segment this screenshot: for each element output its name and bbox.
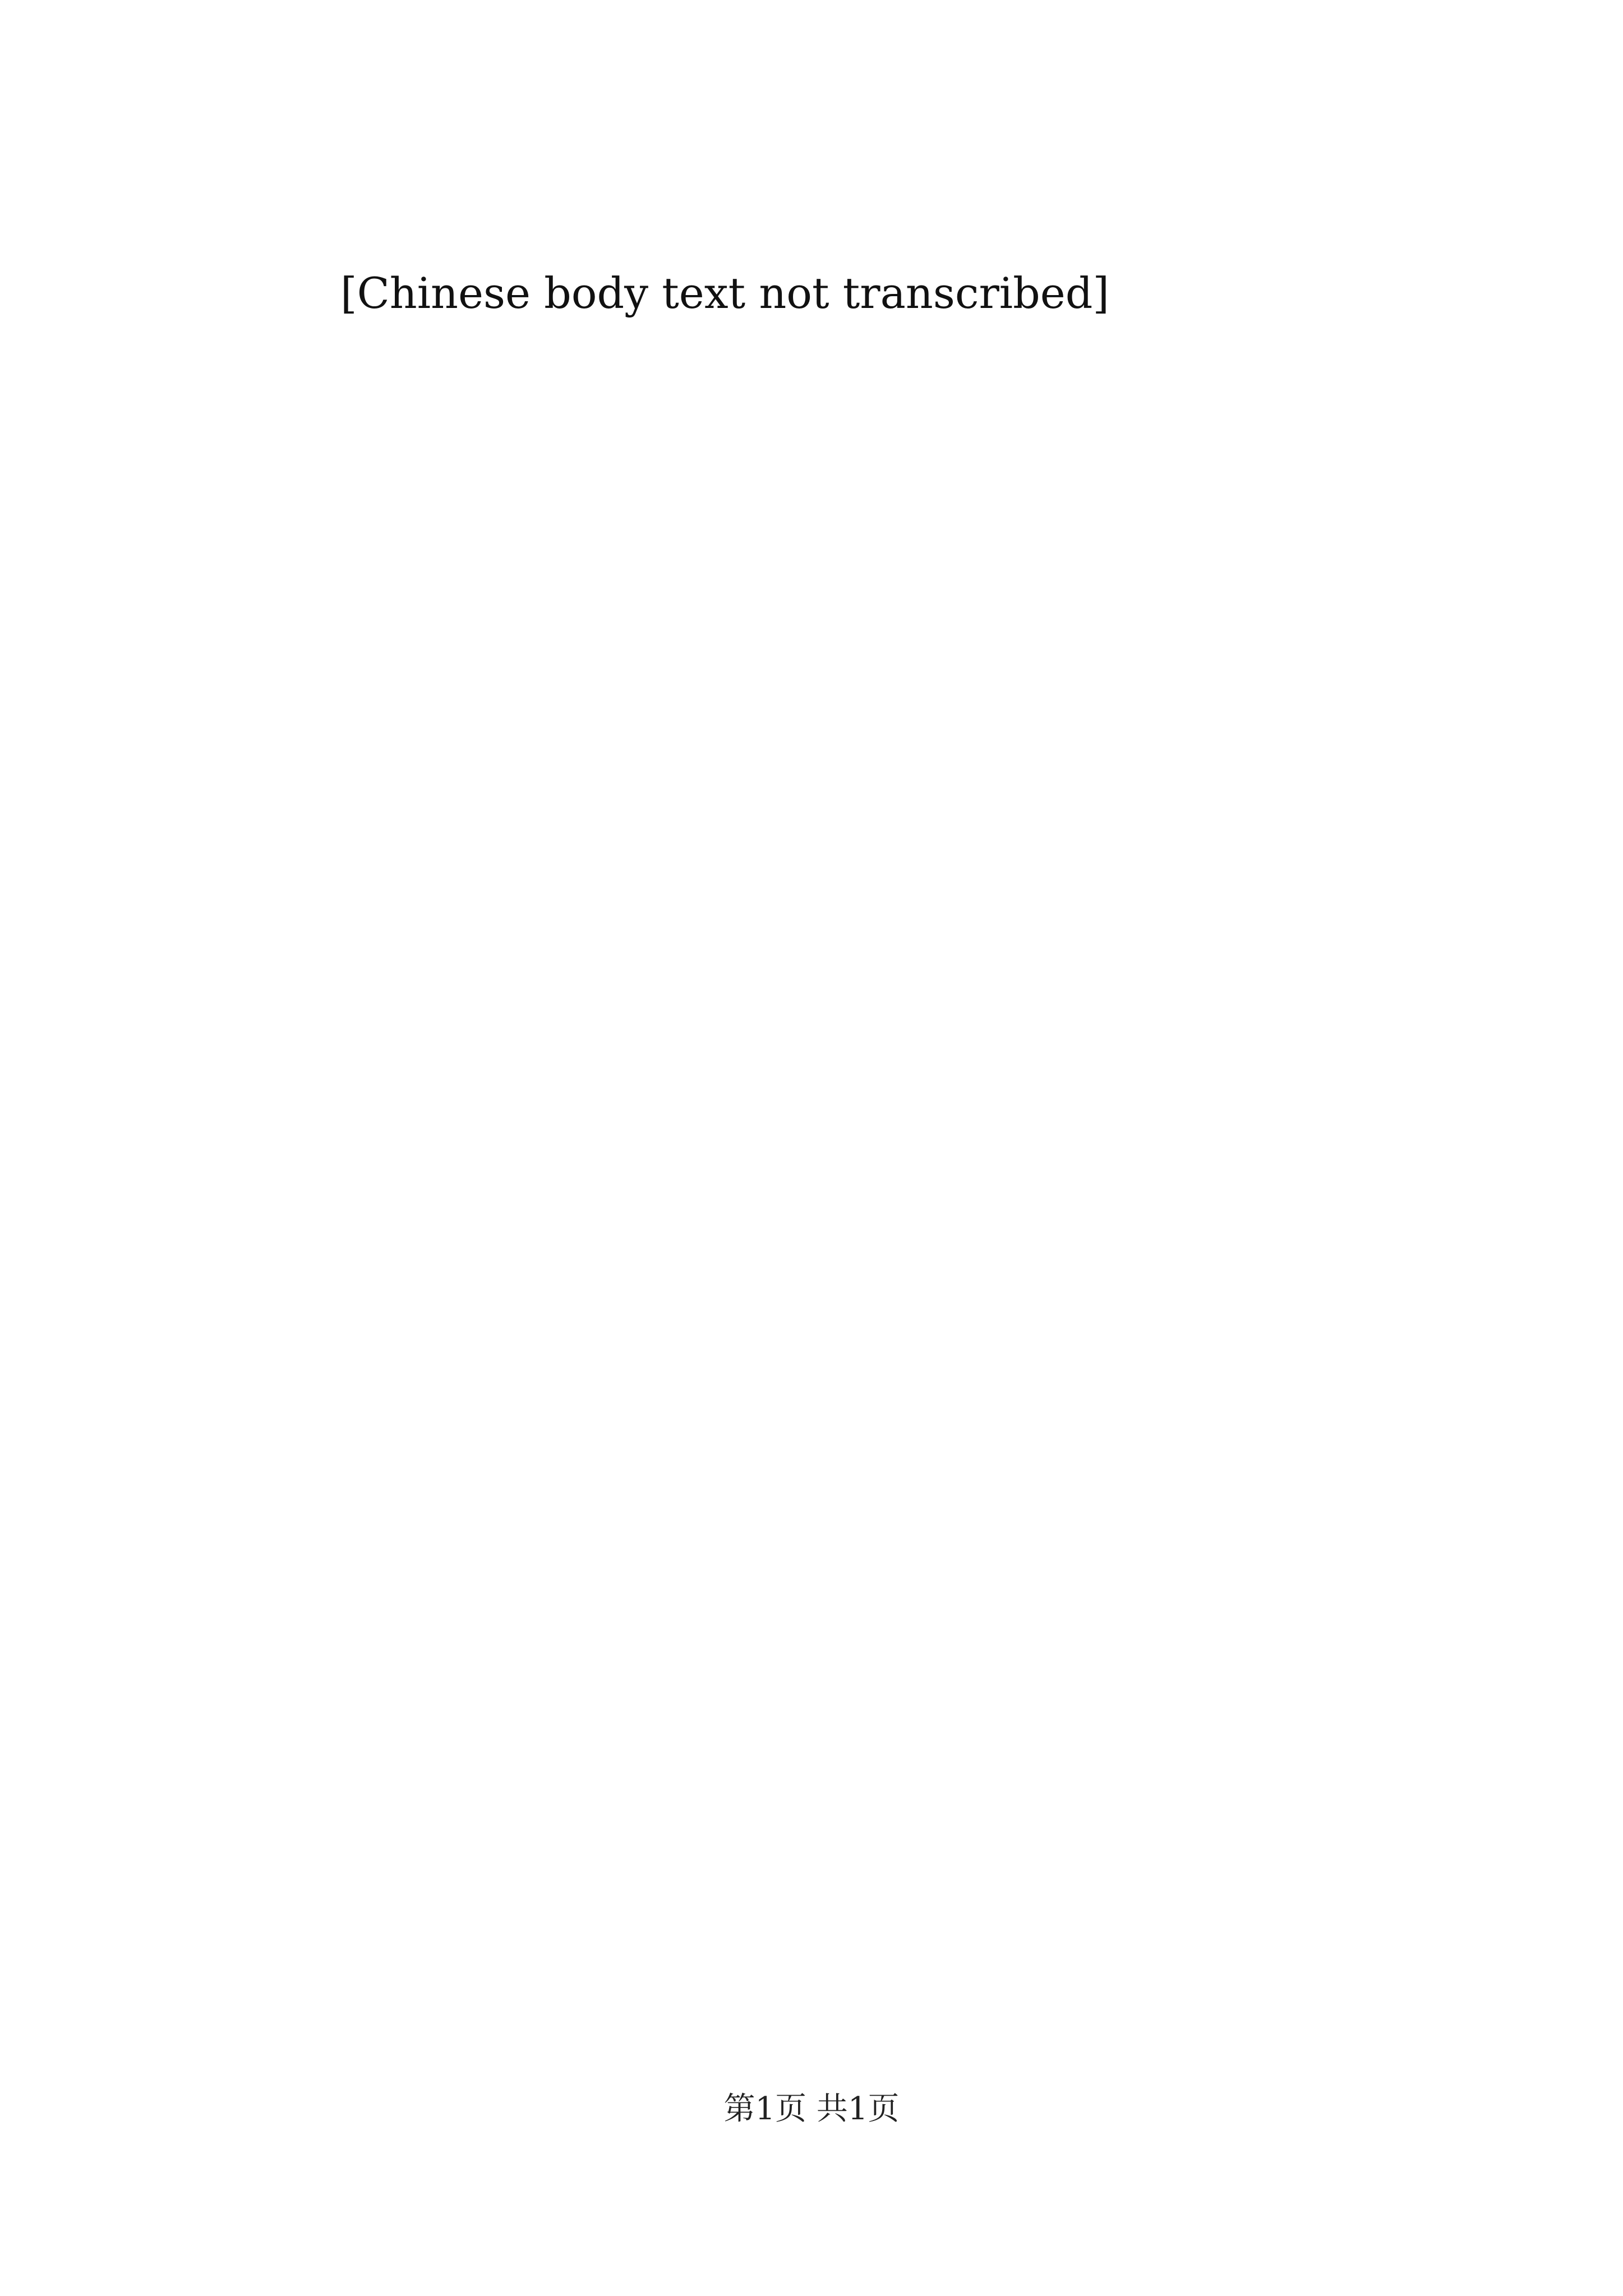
page-footer: 第1页 共1页 bbox=[723, 2091, 900, 2127]
body-text: [Chinese body text not transcribed] bbox=[340, 268, 1110, 318]
